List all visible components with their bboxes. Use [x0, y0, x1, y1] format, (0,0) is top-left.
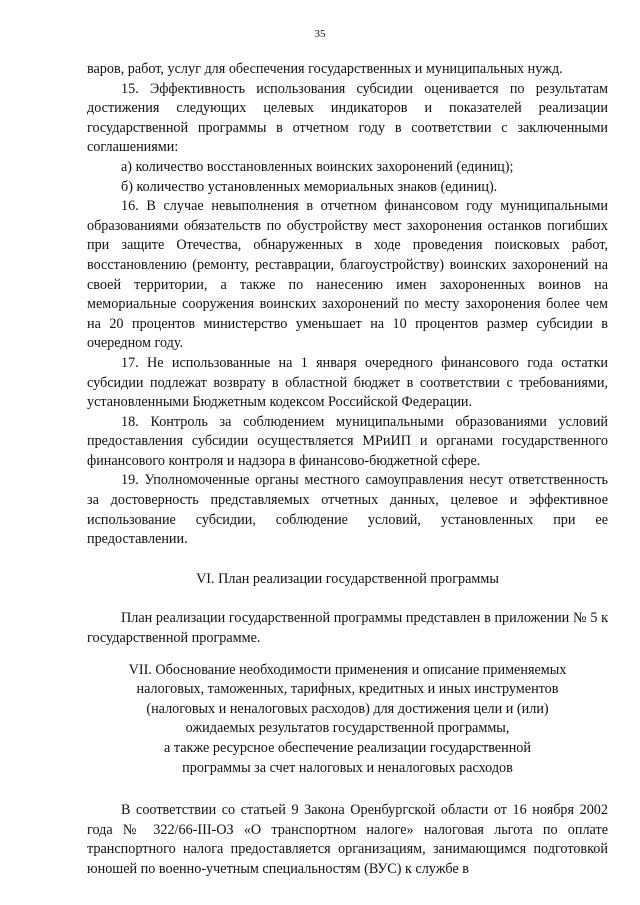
spacer — [87, 778, 608, 801]
paragraph-17: 17. Не использованные на 1 января очередного финансового года остатки субсидии подлежат возврату в областной бюджет в соответствии с требованиями, установленными Бюджетным кодексом Российской Федерации. — [87, 354, 608, 411]
section-7-text: В соответствии со статьей 9 Закона Оренбургской области от 16 ноября 2002 года № 322/66-III-ОЗ «О транспортном налоге» налоговая льгота по оплате транспортного налога предоставляется организациям, занимающимся подготовкой юношей по военно-учетным специальностям (ВУС) к службе в — [87, 802, 608, 877]
paragraph-15: 15. Эффективность использования субсидии оценивается по результатам достижения следующих целевых индикаторов и показателей реализации государственной программы в отчетном году в соответствии с заключенными соглашениями: — [87, 80, 608, 156]
section-7-heading-line: налоговых, таможенных, тарифных, кредитных и иных инструментов — [136, 681, 559, 698]
spacer — [87, 589, 608, 609]
paragraph-16: 16. В случае невыполнения в отчетном финансовом году муниципальными образованиями обязательств по обустройству мест захоронения останков погибших при защите Отечества, обнаруженных в ходе проведения поисковых работ, восстановлению (ремонту, реставрации, благоустройству) воинских захоронений на своей территории, а также по нанесению имен захороненных воинов на мемориальные сооружения воинских захоронений по месту захоронения более чем на 20 процентов министерство уменьшает на 10 процентов размер субсидии в очередном году. — [87, 198, 608, 352]
spacer — [87, 649, 608, 661]
section-7-heading-line: (налоговых и неналоговых расходов) для достижения цели и (или) — [146, 700, 549, 717]
paragraph-15-item-b: б) количество установленных мемориальных знаков (единиц). — [121, 178, 498, 195]
section-6-text: План реализации государственной программы представлен в приложении № 5 к государственной программе. — [87, 610, 608, 647]
section-7-heading-line: программы за счет налоговых и неналоговых расходов — [182, 759, 513, 776]
section-7-heading — [87, 661, 608, 779]
document-body — [87, 60, 608, 880]
paragraph-continuation: варов, работ, услуг для обеспечения государственных и муниципальных нужд. — [87, 61, 563, 77]
section-7-heading-line: ожидаемых результатов государственной программы, — [185, 720, 510, 737]
section-7-heading-line: VII. Обоснование необходимости применения и описание применяемых — [128, 661, 567, 678]
paragraph-15-item-a: а) количество восстановленных воинских захоронений (единиц); — [121, 158, 514, 175]
paragraph-19: 19. Уполномоченные органы местного самоуправления несут ответственность за достоверность представляемых отчетных данных, целевое и эффективное использование субсидии, соблюдение условий, установленных при ее предоставлении. — [87, 472, 608, 548]
spacer — [87, 550, 608, 570]
section-7-heading-line: а также ресурсное обеспечение реализации государственной — [164, 740, 531, 756]
section-6-heading: VI. План реализации государственной программы — [196, 570, 499, 587]
paragraph-18: 18. Контроль за соблюдением муниципальными образованиями условий предоставления субсидии осуществляется МРиИП и органами государственного финансового контроля и надзора в финансово-бюджетной сфере. — [87, 413, 608, 469]
page-number: 35 — [314, 28, 326, 40]
